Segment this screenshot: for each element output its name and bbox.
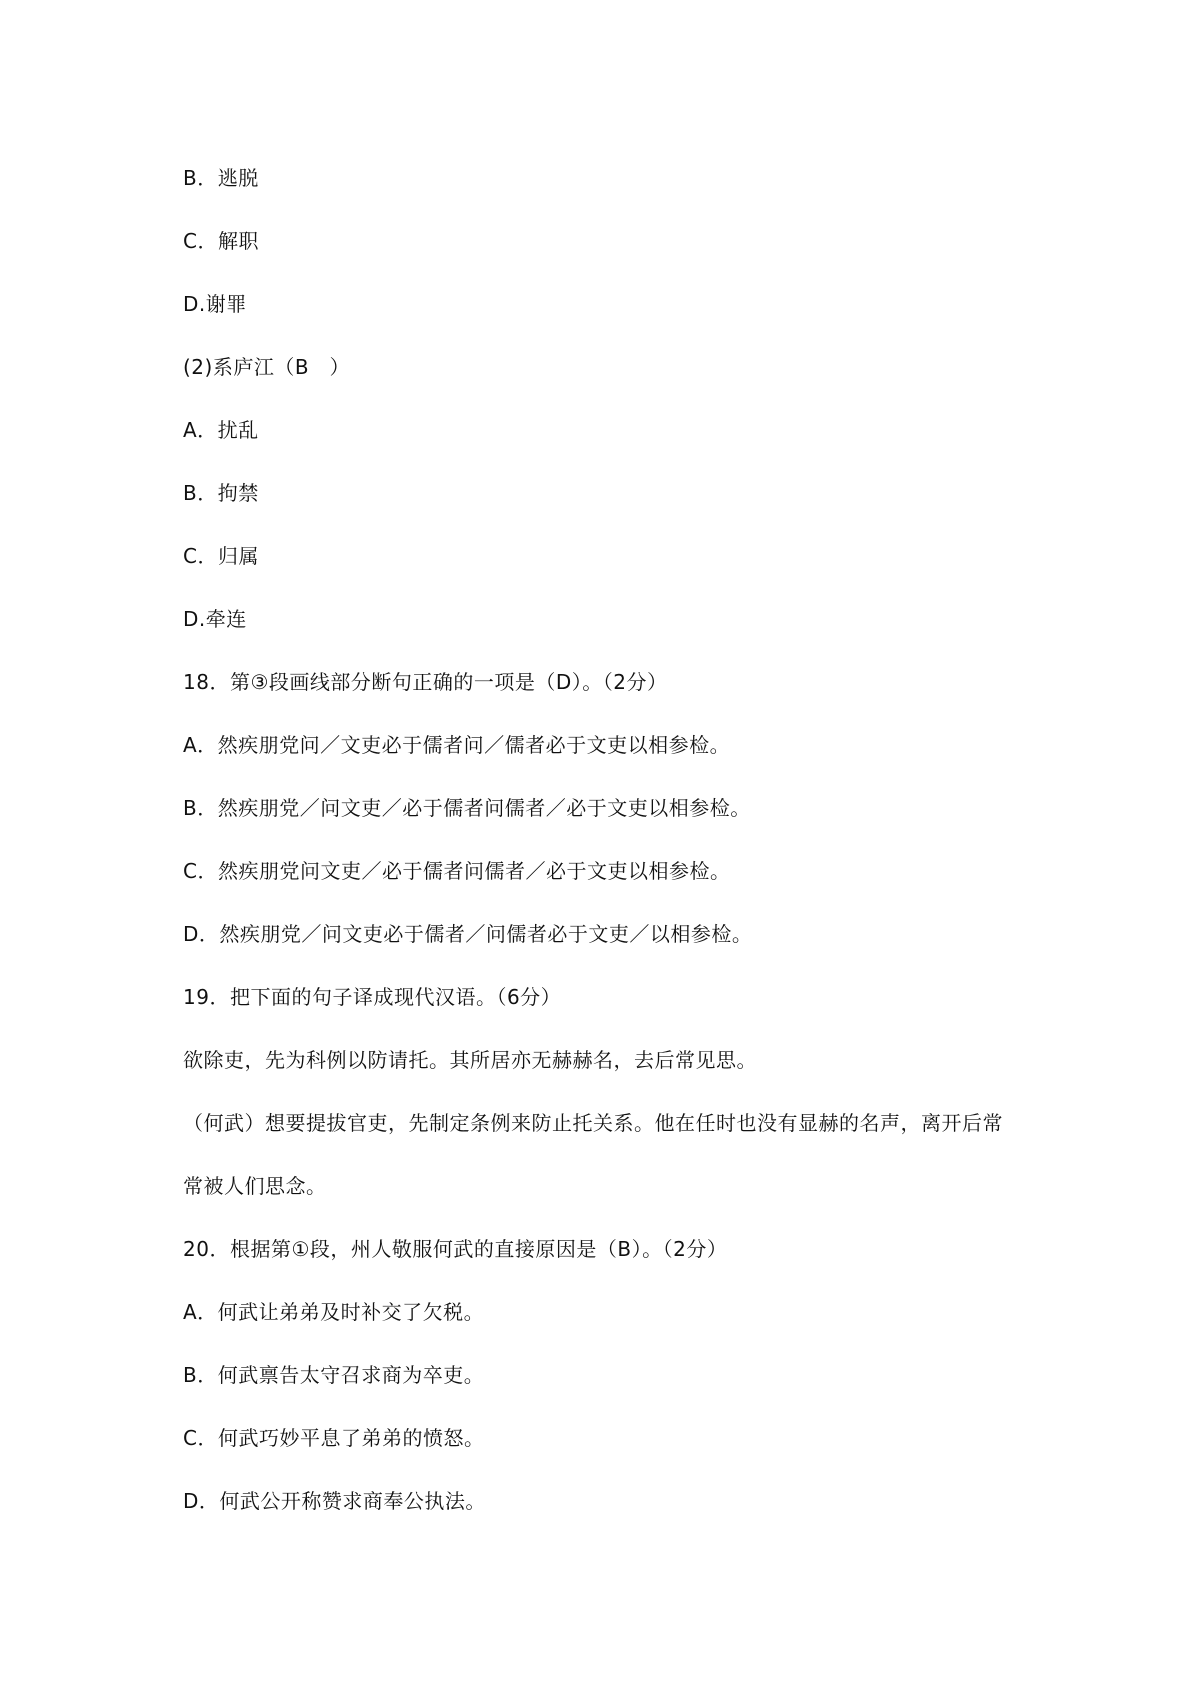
question-20-option-a: A．何武让弟弟及时补交了欠税。: [183, 1300, 485, 1324]
option-b-escape: B．逃脱: [183, 166, 259, 190]
question-20-option-d: D．何武公开称赞求商奉公执法。: [183, 1489, 486, 1513]
question-18-option-c: C．然疾朋党问文吏／必于儒者问儒者／必于文吏以相参检。: [183, 859, 731, 883]
question-18-option-d: D．然疾朋党／问文吏必于儒者／问儒者必于文吏／以相参检。: [183, 922, 753, 946]
option-b-detain: B．拘禁: [183, 481, 259, 505]
option-d-implicate: D.牵连: [183, 607, 247, 631]
question-19-answer-line-2: 常被人们思念。: [183, 1174, 327, 1198]
question-19-answer-line-1: （何武）想要提拔官吏，先制定条例来防止托关系。他在任时也没有显赫的名声，离开后常: [183, 1111, 1003, 1135]
question-18-option-b: B．然疾朋党／问文吏／必于儒者问儒者／必于文吏以相参检。: [183, 796, 751, 820]
question-18: 18．第③段画线部分断句正确的一项是（D）。（2分）: [183, 670, 668, 694]
question-18-option-a: A．然疾朋党问／文吏必于儒者问／儒者必于文吏以相参检。: [183, 733, 731, 757]
option-d-apologize: D.谢罪: [183, 292, 247, 316]
option-c-dismiss: C．解职: [183, 229, 259, 253]
question-17-2: (2)系庐江（B ）: [183, 355, 351, 379]
option-c-belong: C．归属: [183, 544, 259, 568]
option-a-disturb: A．扰乱: [183, 418, 259, 442]
question-19: 19．把下面的句子译成现代汉语。（6分）: [183, 985, 562, 1009]
question-20-option-c: C．何武巧妙平息了弟弟的愤怒。: [183, 1426, 485, 1450]
question-19-sentence: 欲除吏，先为科例以防请托。其所居亦无赫赫名，去后常见思。: [183, 1048, 757, 1072]
question-20: 20．根据第①段，州人敬服何武的直接原因是（B）。（2分）: [183, 1237, 728, 1261]
question-20-option-b: B．何武禀告太守召求商为卒吏。: [183, 1363, 485, 1387]
